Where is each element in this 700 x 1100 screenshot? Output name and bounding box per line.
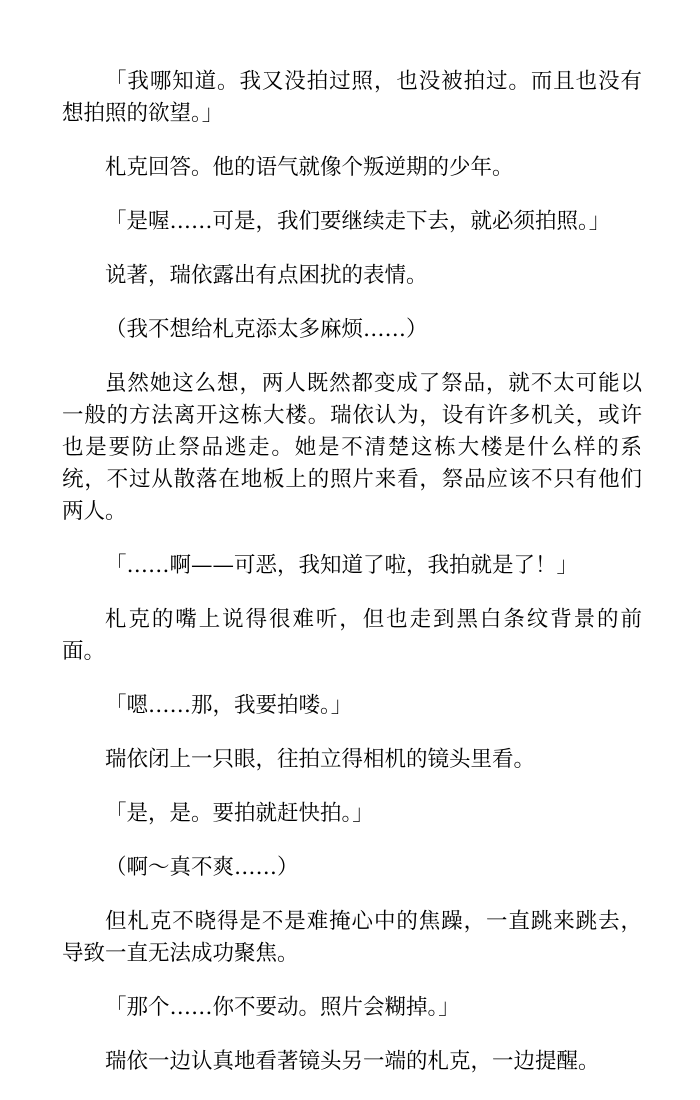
paragraph: 「嗯……那，我要拍喽。」	[105, 693, 353, 718]
novel-page	[62, 66, 642, 1100]
paragraph: 瑞依一边认真地看著镜头另一端的札克，一边提醒。	[105, 1049, 600, 1074]
paragraph: 「……啊——可恶，我知道了啦，我拍就是了！」	[105, 553, 579, 578]
paragraph: 瑞依闭上一只眼，往拍立得相机的镜头里看。	[105, 747, 536, 772]
paragraph: 札克的嘴上说得很难听，但也走到黑白条纹背景的前面。	[62, 607, 642, 664]
paragraph: （我不想给札克添太多麻烦……）	[105, 317, 428, 342]
paragraph: 「我哪知道。我又没拍过照，也没被拍过。而且也没有想拍照的欲望。」	[62, 69, 642, 126]
paragraph: 虽然她这么想，两人既然都变成了祭品，就不太可能以一般的方法离开这栋大楼。瑞依认为，设有许多机关，或许也是要防止祭品逃走。她是不清楚这栋大楼是什么样的系统，不过从散落在地板上的照片来看，祭品应该不只有他们两人。	[62, 371, 642, 524]
paragraph: 说著，瑞依露出有点困扰的表情。	[105, 263, 428, 288]
paragraph: 但札克不晓得是不是难掩心中的焦躁，一直跳来跳去，导致一直无法成功聚焦。	[62, 909, 642, 966]
paragraph: 「那个……你不要动。照片会糊掉。」	[105, 995, 460, 1020]
paragraph: 「是喔……可是，我们要继续走下去，就必须拍照。」	[105, 209, 611, 234]
paragraph: 「是，是。要拍就赶快拍。」	[105, 801, 374, 826]
paragraph: （啊～真不爽……）	[105, 855, 299, 880]
paragraph: 札克回答。他的语气就像个叛逆期的少年。	[105, 155, 514, 180]
